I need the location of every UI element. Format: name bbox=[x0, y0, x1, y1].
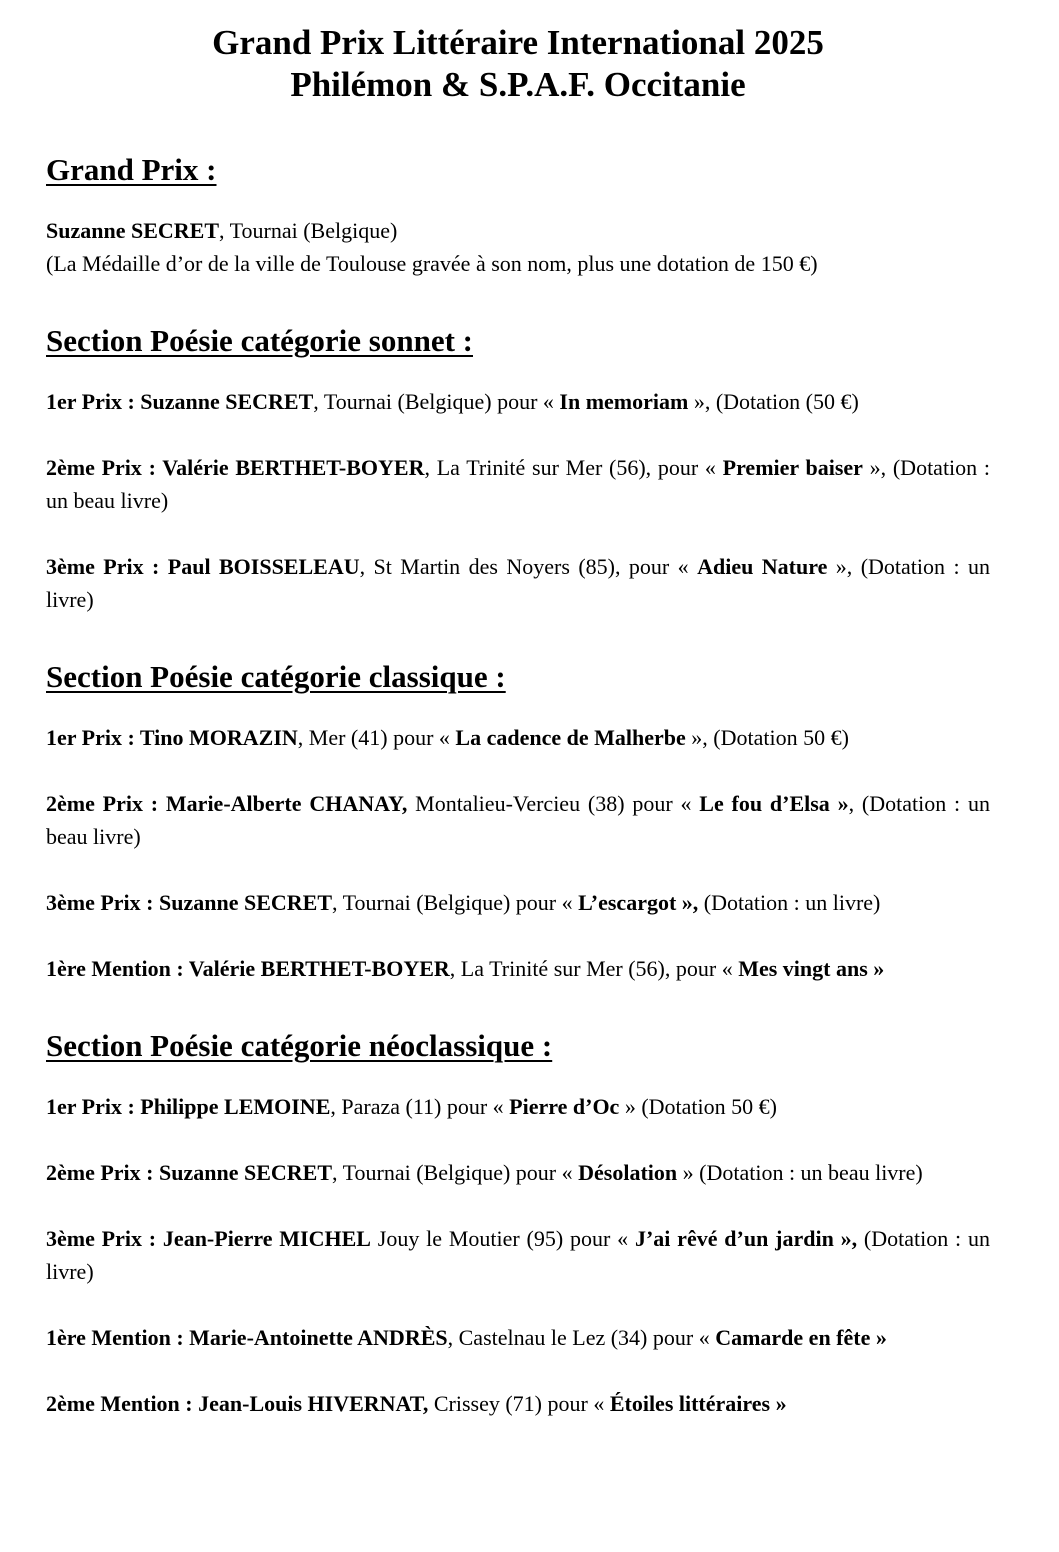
award-entry bbox=[46, 1222, 990, 1288]
document-title bbox=[46, 22, 990, 106]
grand-prix-note: (La Médaille d’or de la ville de Toulouse gravée à son nom, plus une dotation de 150 €) bbox=[46, 251, 818, 276]
prize-winner: 2ème Prix : Marie-Alberte CHANAY, bbox=[46, 791, 408, 816]
entry-dotation: », (Dotation : un beau livre) bbox=[46, 455, 990, 513]
entry-details: , Mer (41) pour « bbox=[297, 725, 456, 750]
award-entry bbox=[46, 1090, 990, 1123]
award-entry bbox=[46, 1156, 990, 1189]
poem-title: Le fou d’Elsa » bbox=[699, 791, 849, 816]
entry-dotation: », (Dotation 50 €) bbox=[685, 725, 849, 750]
entry-details: , La Trinité sur Mer (56), pour « bbox=[449, 956, 739, 981]
winner-location: , Tournai (Belgique) bbox=[219, 218, 398, 243]
section-heading-neoclassique: Section Poésie catégorie néoclassique : bbox=[46, 1028, 553, 1063]
prize-winner: 1ère Mention : Marie-Antoinette ANDRÈS bbox=[46, 1325, 448, 1350]
section-heading-grand-prix: Grand Prix : bbox=[46, 152, 217, 187]
poem-title: Camarde en fête » bbox=[715, 1325, 887, 1350]
prize-winner: 1ère Mention : Valérie BERTHET-BOYER bbox=[46, 956, 450, 981]
prize-winner: 2ème Mention : Jean-Louis HIVERNAT, bbox=[46, 1391, 429, 1416]
entry-details: Montalieu-Vercieu (38) pour « bbox=[407, 791, 700, 816]
entry-details: , Tournai (Belgique) pour « bbox=[332, 890, 579, 915]
prize-winner: 2ème Prix : Valérie BERTHET-BOYER bbox=[46, 455, 425, 480]
prize-winner: 3ème Prix : Suzanne SECRET bbox=[46, 890, 332, 915]
award-entry bbox=[46, 1387, 990, 1420]
entry-details: Crissey (71) pour « bbox=[428, 1391, 610, 1416]
prize-winner: 1er Prix : Tino MORAZIN bbox=[46, 725, 298, 750]
award-entry bbox=[46, 385, 990, 418]
poem-title: Mes vingt ans » bbox=[738, 956, 885, 981]
entry-dotation: » (Dotation 50 €) bbox=[619, 1094, 777, 1119]
entry-details: , Paraza (11) pour « bbox=[330, 1094, 510, 1119]
prize-winner: 1er Prix : Suzanne SECRET bbox=[46, 389, 314, 414]
poem-title: L’escargot », bbox=[578, 890, 699, 915]
prize-winner: 3ème Prix : Jean-Pierre MICHEL bbox=[46, 1226, 371, 1251]
poem-title: Premier baiser bbox=[722, 455, 863, 480]
award-entry bbox=[46, 952, 990, 985]
poem-title: Étoiles littéraires » bbox=[609, 1391, 787, 1416]
award-entry bbox=[46, 1321, 990, 1354]
poem-title: Adieu Nature bbox=[697, 554, 828, 579]
award-entry bbox=[46, 886, 990, 919]
entry-details: , Tournai (Belgique) pour « bbox=[313, 389, 560, 414]
winner-name: Suzanne SECRET bbox=[46, 218, 220, 243]
grand-prix-winner bbox=[46, 214, 990, 280]
entry-dotation: », (Dotation (50 €) bbox=[688, 389, 859, 414]
entry-details: , Castelnau le Lez (34) pour « bbox=[447, 1325, 716, 1350]
poem-title: J’ai rêvé d’un jardin », bbox=[634, 1226, 858, 1251]
award-entry bbox=[46, 721, 990, 754]
poem-title: Désolation bbox=[578, 1160, 678, 1185]
entry-details: , La Trinité sur Mer (56), pour « bbox=[424, 455, 723, 480]
entry-dotation: », (Dotation : un livre) bbox=[46, 554, 990, 612]
award-entry bbox=[46, 451, 990, 517]
entry-dotation: (Dotation : un livre) bbox=[46, 1226, 990, 1284]
entry-details: Jouy le Moutier (95) pour « bbox=[370, 1226, 635, 1251]
title-line-2: Philémon & S.P.A.F. Occitanie bbox=[290, 65, 746, 104]
award-entry bbox=[46, 787, 990, 853]
entry-details: , St Martin des Noyers (85), pour « bbox=[359, 554, 698, 579]
title-line-1: Grand Prix Littéraire International 2025 bbox=[212, 23, 824, 62]
entry-details: , Tournai (Belgique) pour « bbox=[332, 1160, 579, 1185]
entry-dotation: , (Dotation : un beau livre) bbox=[46, 791, 990, 849]
poem-title: La cadence de Malherbe bbox=[455, 725, 686, 750]
section-heading-sonnet: Section Poésie catégorie sonnet : bbox=[46, 323, 473, 358]
entry-dotation: » (Dotation : un beau livre) bbox=[677, 1160, 923, 1185]
entry-dotation: (Dotation : un livre) bbox=[698, 890, 881, 915]
poem-title: In memoriam bbox=[559, 389, 689, 414]
award-entry bbox=[46, 550, 990, 616]
prize-winner: 1er Prix : Philippe LEMOINE bbox=[46, 1094, 331, 1119]
prize-winner: 3ème Prix : Paul BOISSELEAU bbox=[46, 554, 360, 579]
document-page bbox=[46, 22, 990, 1420]
section-heading-classique: Section Poésie catégorie classique : bbox=[46, 659, 506, 694]
prize-winner: 2ème Prix : Suzanne SECRET bbox=[46, 1160, 332, 1185]
poem-title: Pierre d’Oc bbox=[509, 1094, 620, 1119]
